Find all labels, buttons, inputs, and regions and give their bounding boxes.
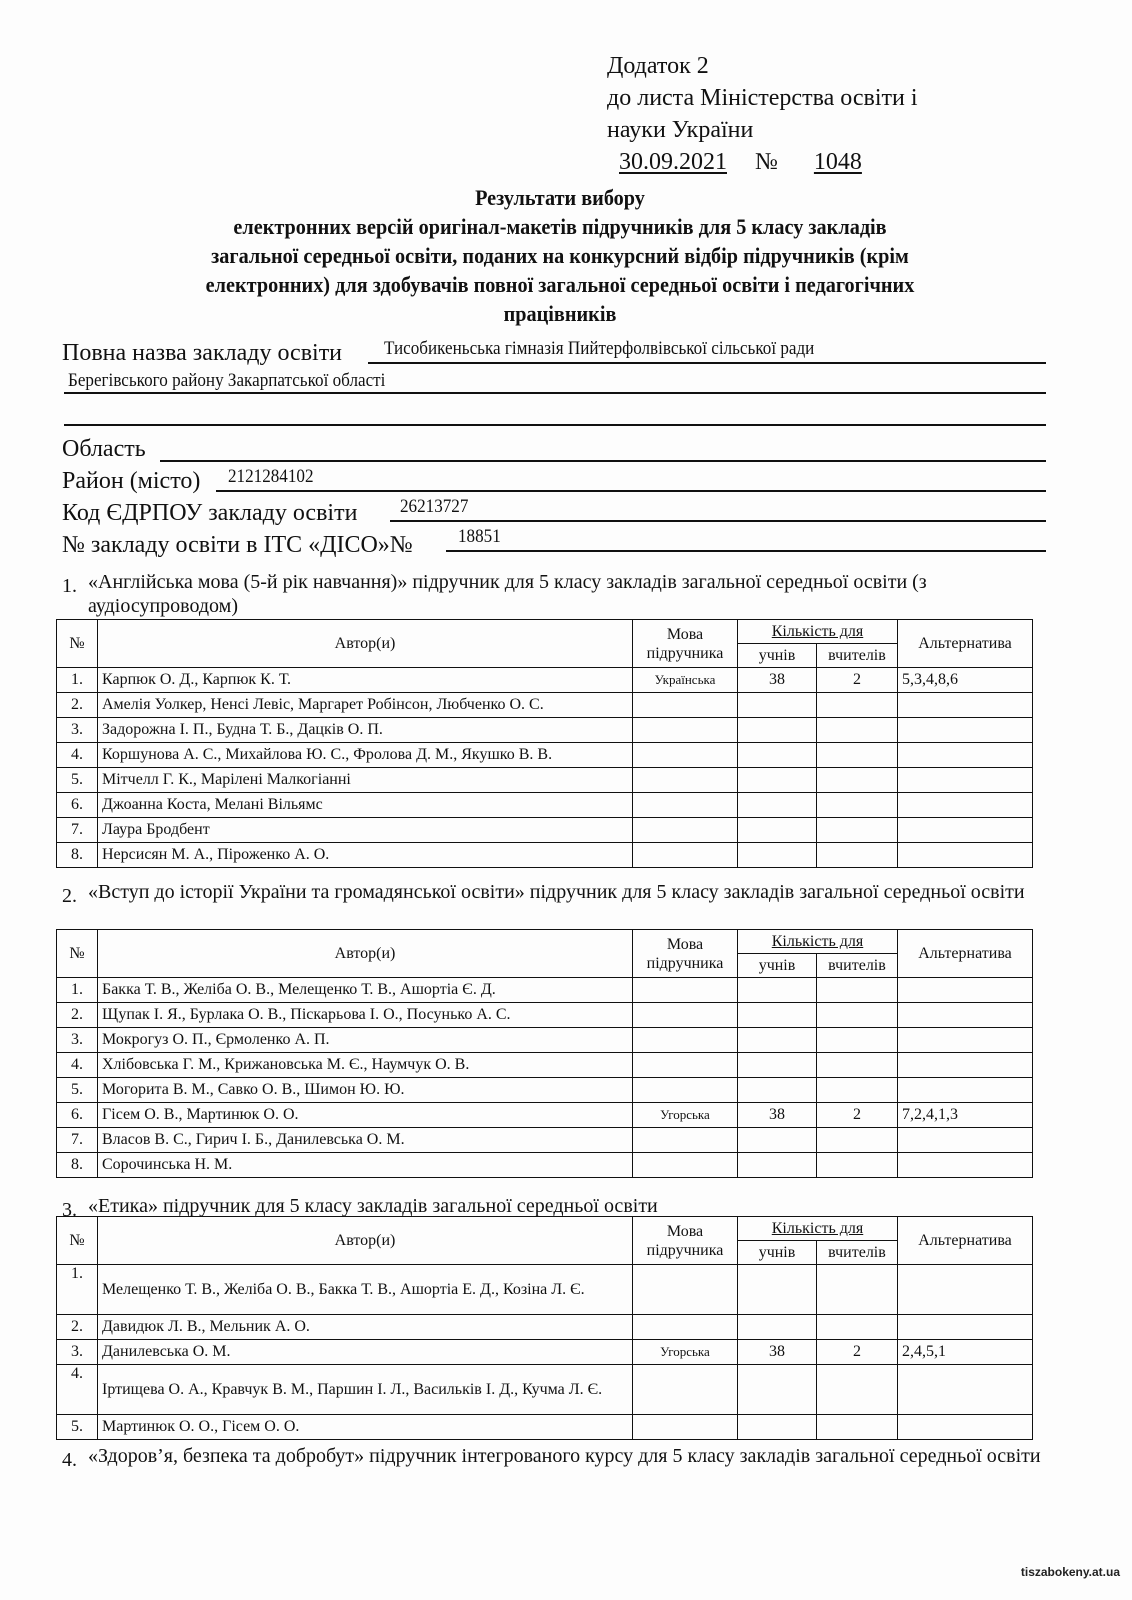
title-line: Результати вибору [475,185,645,210]
table-row: 3. Мокрогуз О. П., Єрмоленко А. П. [57,1028,1033,1053]
table-row: 4. Хлібовська Г. М., Крижановська М. Є., Наумчук О. В. [57,1053,1033,1078]
full-name-label: Повна назва закладу освіти [62,340,343,366]
section-number: 3. [62,1199,77,1221]
col-teachers: вчителів [817,954,898,978]
annex-number: 1048 [813,149,862,175]
table-row: 4. Коршунова А. С., Михайлова Ю. С., Фролова Д. М., Якушко В. В. [57,743,1033,768]
col-students: учнів [738,954,817,978]
title-line: працівників [503,301,617,326]
table-row: 8. Сорочинська Н. М. [57,1153,1033,1178]
annex-block [607,50,918,178]
title-line: електронних) для здобувачів повної загальної середньої освіти і педагогічних [205,272,915,297]
full-name-value-2: Берегівського району Закарпатської області [68,370,386,391]
region-label: Область [62,436,146,462]
col-language: Мова підручника [633,930,738,978]
annex-line: науки України [607,117,754,143]
col-num: № [57,930,98,978]
table-row: 5. Мітчелл Г. К., Марілені Малкогіанні [57,768,1033,793]
table-row: 2. Щупак І. Я., Бурлака О. В., Піскарьова І. О., Посунько А. С. [57,1003,1033,1028]
textbook-table-1 [56,619,1033,868]
section-title: «Вступ до історії України та громадянської освіти» підручник для 5 класу закладів загальної середньої освіти [88,881,1025,903]
table-row: 7. Лаура Бродбент [57,818,1033,843]
section-heading [62,570,1052,618]
textbook-table-3 [56,1216,1033,1440]
section-number: 1. [62,575,77,597]
col-language: Мова підручника [633,620,738,668]
annex-date: 30.09.2021 [619,149,727,175]
district-label: Район (місто) [62,468,201,494]
col-students: учнів [738,1241,817,1265]
table-row: 5. Мартинюк О. О., Гісем О. О. [57,1415,1033,1440]
table-row: 4. Іртищева О. А., Кравчук В. М., Паршин І. Л., Васильків І. Д., Кучма Л. Є. [57,1365,1033,1415]
table-row: 1. Мелещенко Т. В., Желіба О. В., Бакка Т. В., Ашортіа Е. Д., Козіна Л. Є. [57,1265,1033,1315]
underline [64,392,1046,394]
its-value: 18851 [458,526,501,547]
annex-number-label: № [755,149,778,175]
col-num: № [57,1217,98,1265]
section-heading [62,880,1052,907]
col-authors: Автор(и) [98,620,633,668]
section-number: 4. [62,1449,77,1471]
underline [390,520,1046,522]
col-students: учнів [738,644,817,668]
underline [446,550,1046,552]
section-heading [62,1194,1052,1221]
section-title: «Англійська мова (5-й рік навчання)» підручник для 5 класу закладів загальної середньої освіти (з аудіосупроводом) [88,571,927,617]
annex-line: до листа Міністерства освіти і [607,85,918,111]
col-quantity: Кількість для [738,1217,898,1241]
edrpou-value: 26213727 [400,496,469,517]
underline [368,362,1046,364]
section-heading [62,1444,1052,1471]
full-name-value-1: Тисобикеньська гімназія Пийтерфолвівської сільської ради [384,338,815,359]
title-line: загальної середньої освіти, поданих на конкурсний відбір підручників (крім [211,243,909,268]
col-language: Мова підручника [633,1217,738,1265]
table-row: 5. Могорита В. М., Савко О. В., Шимон Ю. Ю. [57,1078,1033,1103]
table-row: 6. Джоанна Коста, Мелані Вільямс [57,793,1033,818]
table-row: 2. Амелія Уолкер, Ненсі Левіс, Маргарет Робінсон, Любченко О. С. [57,693,1033,718]
underline [216,490,1046,492]
annex-title: Додаток 2 [607,53,709,79]
district-value: 2121284102 [228,466,314,487]
section-title: «Здоров’я, безпека та добробут» підручник інтегрованого курсу для 5 класу закладів загальної середньої освіти [88,1445,1041,1467]
section-number: 2. [62,885,77,907]
col-alternative: Альтернатива [898,620,1033,668]
table-row: 1. Карпюк О. Д., Карпюк К. Т. Українська 38 2 5,3,4,8,6 [57,668,1033,693]
col-num: № [57,620,98,668]
col-alternative: Альтернатива [898,1217,1033,1265]
watermark: tiszabokeny.at.ua [1020,1565,1120,1579]
document-title [100,183,1020,328]
title-line: електронних версій оригінал-макетів підручників для 5 класу закладів [233,214,887,239]
col-quantity: Кількість для [738,930,898,954]
col-teachers: вчителів [817,1241,898,1265]
underline [160,460,1046,462]
col-teachers: вчителів [817,644,898,668]
table-row: 2. Давидюк Л. В., Мельник А. О. [57,1315,1033,1340]
its-label: № закладу освіти в ІТС «ДІСО»№ [62,532,413,558]
table-row: 6. Гісем О. В., Мартинюк О. О. Угорська 38 2 7,2,4,1,3 [57,1103,1033,1128]
table-row: 3. Задорожна І. П., Будна Т. Б., Дацків О. П. [57,718,1033,743]
underline [64,424,1046,426]
col-alternative: Альтернатива [898,930,1033,978]
textbook-table-2 [56,929,1033,1178]
col-authors: Автор(и) [98,1217,633,1265]
annex-date-number [607,146,918,178]
table-row: 7. Власов В. С., Гирич І. Б., Данилевська О. М. [57,1128,1033,1153]
edrpou-label: Код ЄДРПОУ закладу освіти [62,500,358,526]
col-authors: Автор(и) [98,930,633,978]
table-row: 3. Данилевська О. М. Угорська 38 2 2,4,5,1 [57,1340,1033,1365]
section-title: «Етика» підручник для 5 класу закладів загальної середньої освіти [88,1195,658,1217]
table-row: 8. Нерсисян М. А., Піроженко А. О. [57,843,1033,868]
col-quantity: Кількість для [738,620,898,644]
table-row: 1. Бакка Т. В., Желіба О. В., Мелещенко Т. В., Ашортіа Є. Д. [57,978,1033,1003]
